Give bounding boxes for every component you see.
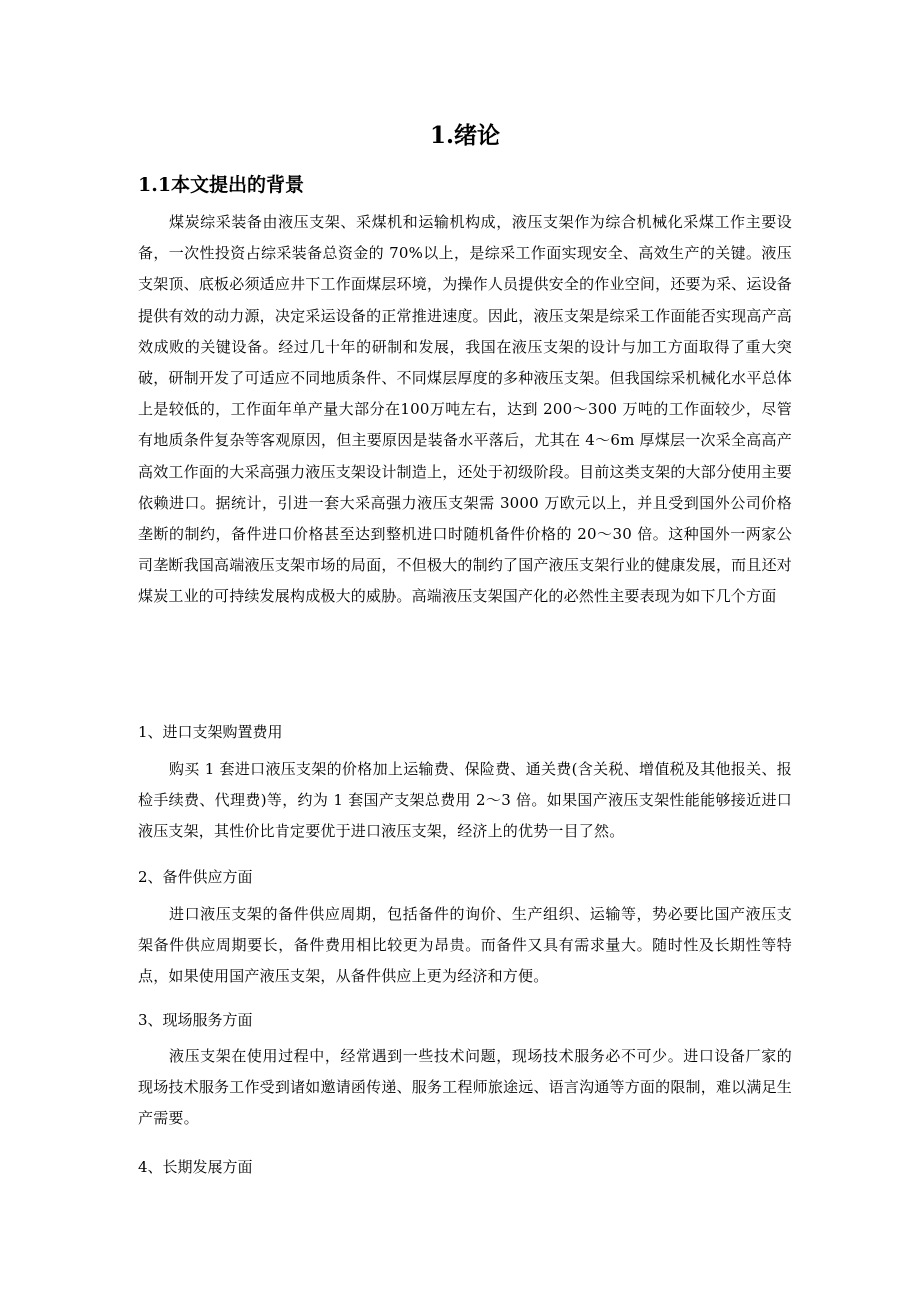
section-heading: 1.1本文提出的背景 <box>138 174 305 196</box>
document-page <box>138 0 792 1302</box>
chapter-title: 1.绪论 <box>429 122 500 149</box>
item-3-paragraph: 液压支架在使用过程中，经常遇到一些技术问题，现场技术服务必不可少。进口设备厂家的现场技术服务工作受到诸如邀请函传递、服务工程师旅途远、语言沟通等方面的限制，难以满足生产需要。 <box>138 1047 792 1128</box>
intro-paragraph: 煤炭综采装备由液压支架、采煤机和运输机构成，液压支架作为综合机械化采煤工作主要设备，一次性投资占综采装备总资金的 70%以上，是综采工作面实现安全、高效生产的关键。液压支架顶、底板必须适应井下工作面煤层环境，为操作人员提供安全的作业空间，还要为采、运设备提供有效的动力源，决定采运设备的正常推进速度。因此，液压支架是综采工作面能否实现高产高效成败的关键设备。经过几十年的研制和发展，我国在液压支架的设计与加工方面取得了重大突破，研制开发了可适应不同地质条件、不同煤层厚度的多种液压支架。但我国综采机械化水平总体上是较低的，工作面年单产量大部分在100万吨左右，达到 200～300 万吨的工作面较少，尽管有地质条件复杂等客观原因，但主要原因是装备水平落后，尤其在 4～6m 厚煤层一次采全高高产高效工作面的大采高强力液压支架设计制造上，还处于初级阶段。目前这类支架的大部分使用主要依赖进口。据统计，引进一套大采高强力液压支架需 3000 万欧元以上，并且受到国外公司价格垄断的制约，备件进口价格甚至达到整机进口时随机备件价格的 20～30 倍。这种国外一两家公司垄断我国高端液压支架市场的局面，不但极大的制约了国产液压支架行业的健康发展，而且还对煤炭工业的可持续发展构成极大的威胁。高端液压支架国产化的必然性主要表现为如下几个方面 <box>138 213 792 606</box>
item-1-paragraph: 购买 1 套进口液压支架的价格加上运输费、保险费、通关费(含关税、增值税及其他报关、报检手续费、代理费)等，约为 1 套国产支架总费用 2～3 倍。如果国产液压支架性能能够接近进口液压支架，其性价比肯定要优于进口液压支架，经济上的优势一目了然。 <box>138 760 792 841</box>
item-2-paragraph: 进口液压支架的备件供应周期，包括备件的询价、生产组织、运输等，势必要比国产液压支架备件供应周期要长，备件费用相比较更为昂贵。而备件又具有需求量大。随时性及长期性等特点，如果使用国产液压支架，从备件供应上更为经济和方便。 <box>138 905 792 986</box>
item-1-label: 1、进口支架购置费用 <box>138 723 283 741</box>
item-2-label: 2、备件供应方面 <box>138 868 253 886</box>
item-3-label: 3、现场服务方面 <box>138 1011 253 1029</box>
item-4-label: 4、长期发展方面 <box>138 1158 253 1176</box>
